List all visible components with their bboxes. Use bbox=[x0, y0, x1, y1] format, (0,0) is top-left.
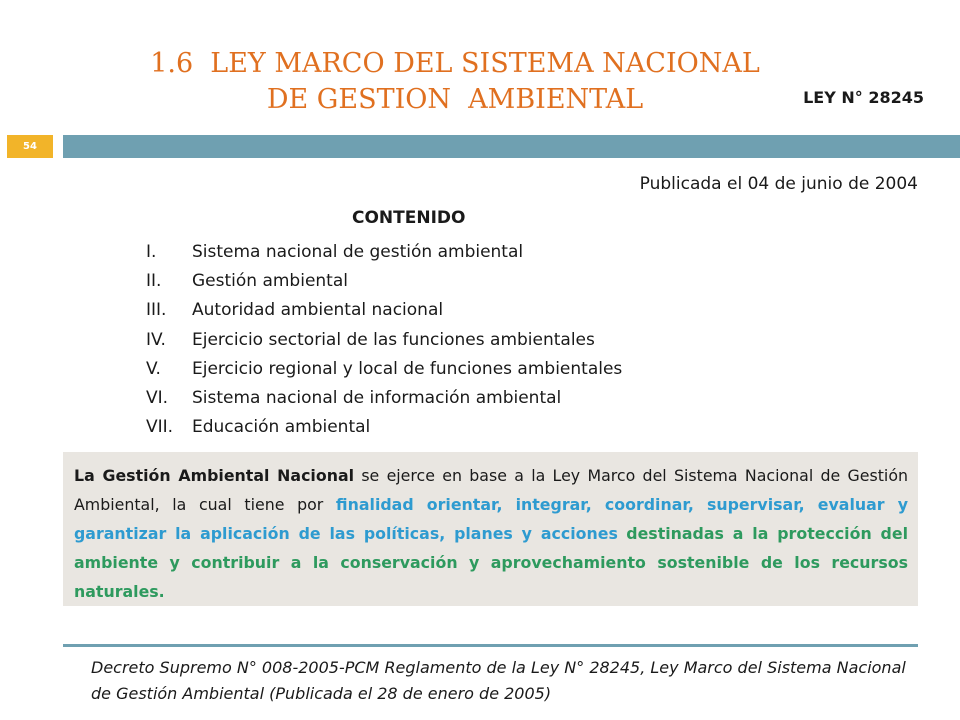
contents-item-text: Educación ambiental bbox=[192, 417, 371, 438]
summary-blue-emphasis: finalidad orientar, integrar, coordinar, supervisar, evaluar y garantizar la aplicación de las políticas, planes y acciones bbox=[74, 495, 908, 543]
slide-title-line-2: DE GESTION AMBIENTAL bbox=[266, 84, 644, 115]
slide-title bbox=[150, 46, 760, 118]
contents-item bbox=[146, 413, 622, 442]
contents-list bbox=[146, 237, 622, 442]
contents-item-text: Ejercicio sectorial de las funciones ambientales bbox=[192, 329, 595, 350]
summary-bold-lead: La Gestión Ambiental Nacional bbox=[74, 466, 355, 485]
contents-item-number: IV. bbox=[146, 329, 166, 350]
contents-item bbox=[146, 296, 622, 325]
contents-item-number: II. bbox=[146, 270, 162, 291]
contents-item bbox=[146, 383, 622, 412]
contents-item-number: III. bbox=[146, 300, 167, 321]
footer-rule bbox=[63, 644, 918, 647]
contents-item-text: Sistema nacional de información ambiental bbox=[192, 388, 562, 409]
publication-date: Publicada el 04 de junio de 2004 bbox=[639, 174, 918, 194]
contents-item bbox=[146, 266, 622, 295]
contents-item-number: VII. bbox=[146, 417, 174, 438]
page-number: 54 bbox=[7, 135, 53, 158]
contents-item-number: VI. bbox=[146, 388, 169, 409]
contents-item-text: Sistema nacional de gestión ambiental bbox=[192, 241, 524, 262]
contents-item bbox=[146, 237, 622, 266]
slide-title-line-1: 1.6 LEY MARCO DEL SISTEMA NACIONAL bbox=[150, 48, 760, 79]
law-number: LEY N° 28245 bbox=[803, 88, 924, 107]
contents-item-text: Gestión ambiental bbox=[192, 270, 348, 291]
header-band bbox=[63, 135, 960, 158]
summary-box bbox=[63, 452, 918, 606]
contents-item-number: I. bbox=[146, 241, 157, 262]
contents-item bbox=[146, 325, 622, 354]
contents-item bbox=[146, 354, 622, 383]
contents-item-text: Autoridad ambiental nacional bbox=[192, 300, 444, 321]
summary-separator bbox=[618, 524, 626, 543]
summary-text: se ejerce en base a la Ley Marco del Sistema Nacional de Gestión Ambiental, la cual tiene por bbox=[74, 466, 908, 514]
contents-heading: CONTENIDO bbox=[352, 208, 466, 228]
summary-green-emphasis: destinadas a la protección del ambiente y contribuir a la conservación y aprovechamiento sostenible de los recursos naturales. bbox=[74, 524, 908, 601]
contents-item-number: V. bbox=[146, 358, 161, 379]
footer-decree: Decreto Supremo N° 008-2005-PCM Reglamento de la Ley N° 28245, Ley Marco del Sistema Nacional de Gestión Ambiental (Publicada el 28 de enero de 2005) bbox=[91, 658, 906, 703]
contents-item-text: Ejercicio regional y local de funciones ambientales bbox=[192, 358, 623, 379]
